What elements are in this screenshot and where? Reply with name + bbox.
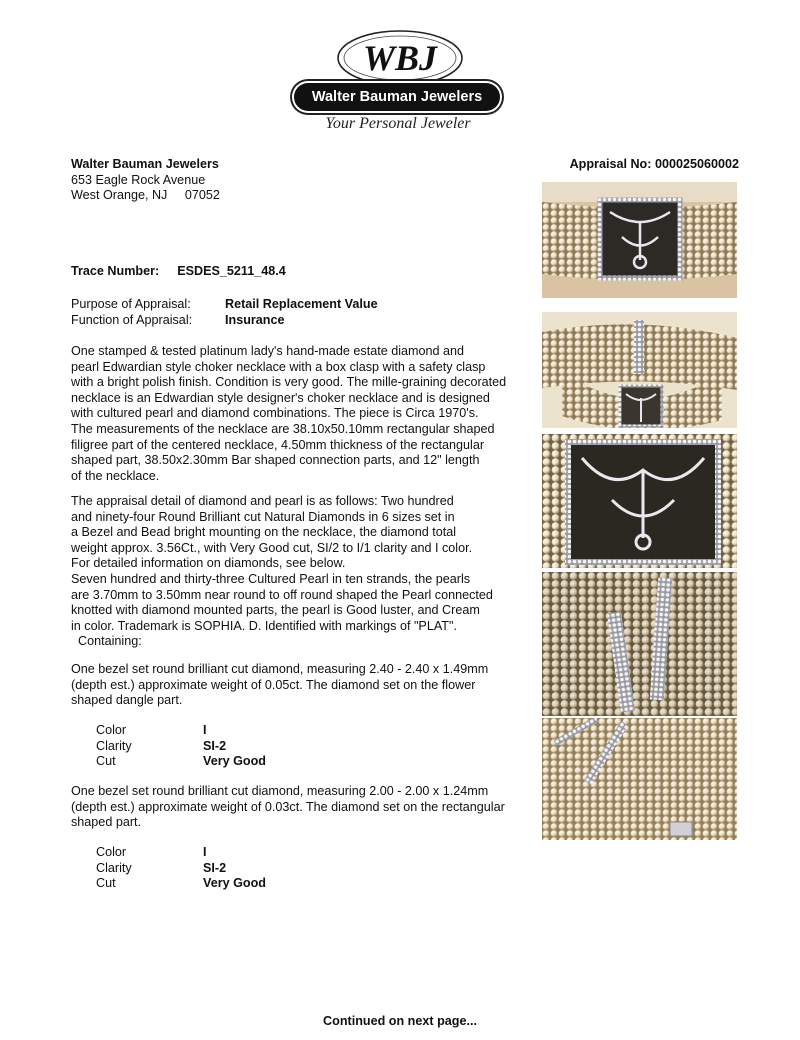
necklace-photo-3 xyxy=(542,434,737,568)
spec-row-cut xyxy=(96,876,266,892)
spec-row-clarity xyxy=(96,739,266,755)
detail-line: and ninety-four Round Brilliant cut Natural Diamonds in 6 sizes set in xyxy=(71,509,455,524)
function-value: Insurance xyxy=(225,313,285,327)
necklace-photo-2 xyxy=(542,312,737,428)
description-line: with cultured pearl and diamond combinations. The piece is Circa 1970's. xyxy=(71,406,479,421)
diamond-1-description xyxy=(71,662,521,709)
detail-line: Seven hundred and thirty-three Cultured Pearl in ten strands, the pearls xyxy=(71,571,471,586)
spec-row-clarity xyxy=(96,861,266,877)
spec-row-color xyxy=(96,845,266,861)
detail-line: knotted with diamond mounted parts, the pearl is Good luster, and Cream xyxy=(71,603,480,618)
detail-line: The appraisal detail of diamond and pearl is as follows: Two hundred xyxy=(71,494,454,508)
appraisal-number xyxy=(570,157,739,173)
spec-row-color xyxy=(96,723,266,739)
detail-line: a Bezel and Bead bright mounting on the necklace, the diamond total xyxy=(71,525,457,540)
detail-line: For detailed information on diamonds, see below. xyxy=(71,556,346,571)
spec-label: Clarity xyxy=(96,738,132,753)
company-street: 653 Eagle Rock Avenue xyxy=(71,172,206,187)
spec-label: Cut xyxy=(96,876,116,891)
purpose-label: Purpose of Appraisal: xyxy=(71,297,191,311)
necklace-photo-5 xyxy=(542,718,737,840)
company-city: West Orange, NJ 07052 xyxy=(71,188,220,203)
item-description xyxy=(71,344,521,484)
diamond-line: One bezel set round brilliant cut diamond, measuring 2.40 - 2.40 x 1.49mm xyxy=(71,662,489,676)
function-row xyxy=(71,313,285,329)
spec-value: Very Good xyxy=(203,754,266,769)
spec-label: Cut xyxy=(96,754,116,769)
spec-value: I xyxy=(203,723,207,737)
company-logo xyxy=(288,28,510,140)
monogram-text: WBJ xyxy=(362,38,438,78)
logo-tagline: Your Personal Jeweler xyxy=(325,115,471,132)
spec-label: Color xyxy=(96,723,127,737)
spec-value: SI-2 xyxy=(203,738,227,753)
description-line: with a bright polish finish. Condition is very good. The mille-graining decorated xyxy=(71,375,507,390)
function-label: Function of Appraisal: xyxy=(71,313,193,327)
spec-value: SI-2 xyxy=(203,860,227,875)
wbj-monogram xyxy=(288,28,510,88)
appraisal-label: Appraisal No: xyxy=(569,157,652,171)
description-line: One stamped & tested platinum lady's hand-made estate diamond and xyxy=(71,344,465,358)
spec-row-cut xyxy=(96,754,266,770)
appraisal-value: 000025060002 xyxy=(654,157,739,171)
company-address-block xyxy=(71,157,220,204)
spec-label: Color xyxy=(96,845,127,859)
detail-line: weight approx. 3.56Ct., with Very Good cut, SI/2 to I/1 clarity and I color. xyxy=(71,540,473,555)
necklace-photo-1 xyxy=(542,182,737,298)
company-name: Walter Bauman Jewelers xyxy=(71,157,219,171)
description-line: pearl Edwardian style choker necklace with a box clasp with a safety clasp xyxy=(71,359,486,374)
logo-name-plate: Walter Bauman Jewelers xyxy=(294,83,500,111)
diamond-2-specs xyxy=(96,845,266,892)
detail-line: are 3.70mm to 3.50mm near round to off round shaped the Pearl connected xyxy=(71,587,493,602)
necklace-photo-4 xyxy=(542,572,737,716)
spec-value: I xyxy=(203,845,207,859)
purpose-value: Retail Replacement Value xyxy=(225,297,378,311)
trace-value: ESDES_5211_48.4 xyxy=(177,264,286,278)
diamond-line: shaped part. xyxy=(71,815,142,830)
diamond-1-specs xyxy=(96,723,266,770)
diamond-2-description xyxy=(71,784,521,831)
trace-number xyxy=(71,264,286,280)
appraisal-detail xyxy=(71,494,521,650)
diamond-line: One bezel set round brilliant cut diamond, measuring 2.00 - 2.00 x 1.24mm xyxy=(71,784,489,798)
description-line: shaped part, 38.50x2.30mm Bar shaped connection parts, and 12" length xyxy=(71,453,480,468)
description-line: filigree part of the centered necklace, 4.50mm thickness of the rectangular xyxy=(71,437,485,452)
detail-line: Containing: xyxy=(71,634,142,649)
spec-label: Clarity xyxy=(96,860,132,875)
diamond-line: shaped dangle part. xyxy=(71,693,183,708)
diamond-line: (depth est.) approximate weight of 0.05ct. The diamond set on the flower xyxy=(71,677,476,692)
continued-footer: Continued on next page... xyxy=(323,1014,477,1028)
purpose-row xyxy=(71,297,378,313)
spec-value: Very Good xyxy=(203,876,266,891)
description-line: of the necklace. xyxy=(71,468,160,483)
diamond-line: (depth est.) approximate weight of 0.03ct. The diamond set on the rectangular xyxy=(71,799,505,814)
description-line: The measurements of the necklace are 38.10x50.10mm rectangular shaped xyxy=(71,421,495,436)
description-line: necklace is an Edwardian style designer's choker necklace and is designed xyxy=(71,390,490,405)
trace-label: Trace Number: xyxy=(71,264,160,278)
detail-line: in color. Trademark is SOPHIA. D. Identified with markings of "PLAT". xyxy=(71,618,457,633)
